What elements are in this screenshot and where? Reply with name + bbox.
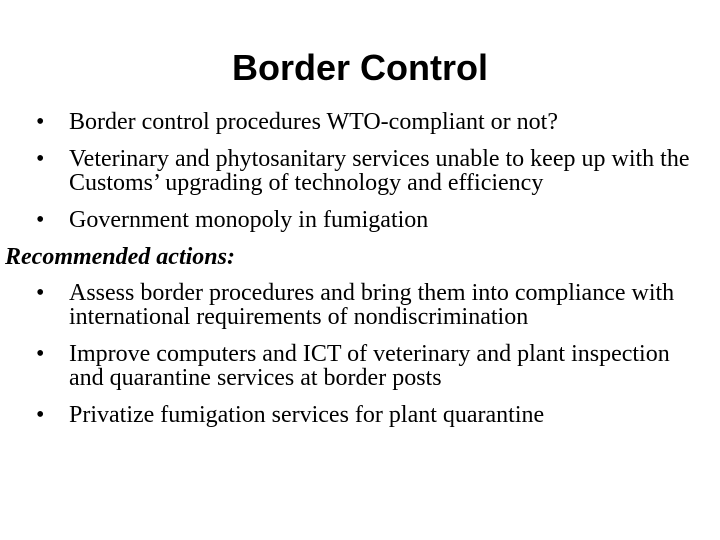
bullet-text: Privatize fumigation services for plant quarantine — [69, 402, 545, 428]
bullet-icon: • — [36, 402, 45, 428]
slide-title: Border Control — [232, 47, 488, 88]
bullet-icon: • — [36, 109, 45, 135]
bullet-item — [36, 403, 696, 427]
bullet-icon: • — [36, 280, 45, 306]
bullet-text: Veterinary and phytosanitary services unable to keep up with the Customs’ upgrading of technology and efficiency — [69, 146, 690, 196]
bullet-item — [36, 281, 696, 329]
bullet-item — [36, 342, 696, 390]
bullet-text: Improve computers and ICT of veterinary and plant inspection and quarantine services at border posts — [69, 341, 670, 391]
section-heading: Recommended actions: — [5, 244, 235, 270]
bullet-item — [36, 110, 696, 134]
bullet-icon: • — [36, 341, 45, 367]
bullet-item — [36, 147, 696, 195]
bullet-item — [36, 208, 696, 232]
bullet-icon: • — [36, 207, 45, 233]
bullet-text: Government monopoly in fumigation — [69, 207, 429, 233]
bullet-text: Assess border procedures and bring them into compliance with international requirements of nondiscrimination — [69, 280, 675, 330]
slide-body — [5, 109, 696, 440]
bullet-text: Border control procedures WTO-compliant or not? — [69, 109, 558, 135]
bullet-icon: • — [36, 146, 45, 172]
